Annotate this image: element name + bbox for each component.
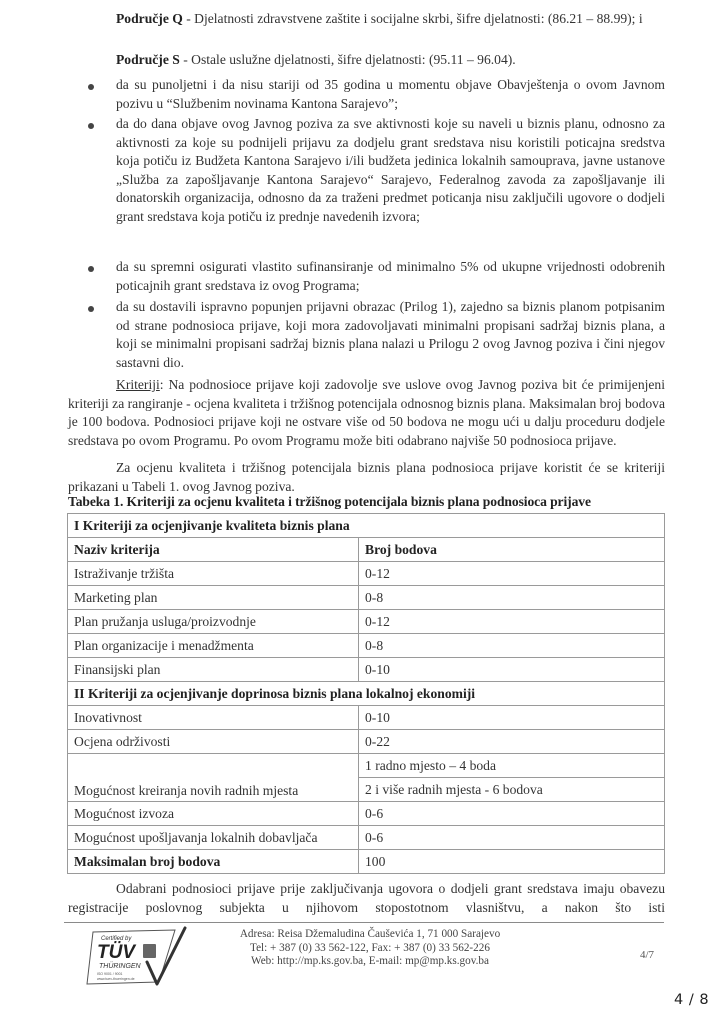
bullet-icon [88,266,94,272]
criterion-name: Ocjena održivosti [68,730,359,754]
criterion-points: 0-6 [359,802,665,826]
viewer-page-indicator: 4 / 8 [674,992,710,1008]
total-label: Maksimalan broj bodova [68,850,359,874]
table-section-row [68,514,665,538]
table-row [68,730,665,754]
total-value: 100 [359,850,665,874]
table-row [68,634,665,658]
criteria-table [67,513,665,874]
criterion-points: 0-22 [359,730,665,754]
bullet-item-3: da su spremni osigurati vlastito sufinansiranje od minimalno 5% od ukupne vrijednosti odobrenih poticajnih grant sredstava iz ovog Programa; [116,259,665,293]
table-row [68,826,665,850]
closing-paragraph: Odabrani podnosioci prijave prije zaključivanja ugovora o dodjeli grant sredstava imaju obavezu registracije poslovnog subjekta u njihovom stopostotnom vlasništvu, a nakon što isti [68,881,665,915]
criterion-name: Mogućnost upošljavanja lokalnih dobavljača [68,826,359,850]
jobs-criterion-name: Mogućnost kreiranja novih radnih mjesta [68,754,359,802]
criterion-points: 0-6 [359,826,665,850]
area-q-text: - Djelatnosti zdravstvene zaštite i socijalne skrbi, šifre djelatnosti: (86.21 – 88.99); i [182,11,643,26]
bullet-item-4: da su dostavili ispravno popunjen prijavni obrazac (Prilog 1), zajedno sa biznis planom potpisanim od strane podnosioca prijave, koji mora zadovoljavati minimalni propisani sadržaj biznis plana, a koji se minimalni propisani sadržaj biznis plana nalazi u Prilogu 2 ovog Javnog poziva i čini njegov sastavni dio. [116,299,665,370]
tuv-logo-icon [85,926,225,988]
section-2-title: II Kriteriji za ocjenjivanje doprinosa biznis plana lokalnoj ekonomiji [68,682,665,706]
tuv-certification-logo [85,926,225,988]
table-row [68,802,665,826]
table-row [68,706,665,730]
table-row [68,586,665,610]
logo-small-line-1: ISO 9001 / 9001 [97,972,123,976]
logo-small-line-2: www.tuev-thueringen.de [97,977,135,981]
area-q-label: Područje Q [116,11,183,26]
criterion-name: Mogućnost izvoza [68,802,359,826]
header-criterion-name: Naziv kriterija [68,538,359,562]
table-total-row [68,850,665,874]
area-q-paragraph [116,10,665,29]
table-caption: Tabeka 1. Kriteriji za ocjenu kvaliteta i tržišnog potencijala biznis plana podnosioca prijave [68,494,591,509]
bullet-icon [88,306,94,312]
jobs-option-2: 2 i više radnih mjesta - 6 bodova [359,778,665,802]
criterion-name: Plan organizacije i menadžmenta [68,634,359,658]
table-section-row [68,682,665,706]
criteria-label: Kriteriji [116,377,160,392]
section-1-title: I Kriteriji za ocjenjivanje kvaliteta biznis plana [68,514,665,538]
certified-by-text: Certified by [101,936,132,942]
criteria-paragraph [68,376,665,450]
criteria-text: : Na podnosioce prijave koji zadovolje sve uslove ovog Javnog poziva bit će primijenjeni kriteriji za rangiranje - ocjena kvaliteta i tržišnog potencijala odnosnog biznis plana. Maksimalan broj bodova je 100 bodova. Podnosioci prijave koji ne ostvare više od 50 bodova ne mogu ući u dalju proceduru dodjele sredstava po ovom Programu. Po ovom Programu može biti odabrano najviše 50 podnosioca prijave. [68,377,665,448]
bullet-icon [88,84,94,90]
jobs-option-1: 1 radno mjesto – 4 boda [359,754,665,778]
criterion-points: 0-12 [359,562,665,586]
table-row [68,562,665,586]
footer-address: Adresa: Reisa Džemaludina Čauševića 1, 71 000 Sarajevo [239,928,501,940]
table-row [68,754,665,778]
table-row [68,658,665,682]
document-page-number: 4/7 [640,949,655,961]
criterion-points: 0-8 [359,634,665,658]
table-row [68,610,665,634]
footer-divider [64,922,664,923]
criterion-points: 0-10 [359,706,665,730]
bullet-item-1: da su punoljetni i da nisu stariji od 35 godina u momentu objave Obavještenja o ovom Javnom pozivu u “Službenim novinama Kantona Sarajevo”; [116,77,665,111]
criterion-name: Istraživanje tržišta [68,562,359,586]
area-s-text: - Ostale uslužne djelatnosti, šifre djelatnosti: (95.11 – 96.04). [179,52,516,67]
area-s-paragraph [116,51,665,70]
header-points: Broj bodova [359,538,665,562]
bullet-item-2: da do dana objave ovog Javnog poziva za sve aktivnosti koje su naveli u biznis planu, odnosno za aktivnosti za koje su podnijeli prijavu za dodjelu grant sredstava nisu koristili poticajna sredstva koja potiču iz Budžeta Kantona Sarajevo i/ili budžeta jedinica lokalnih samouprava, javne ustanove „Služba za zapošljavanje Kantona Sarajevo“ Sarajevo, Federalnog zavoda za zapošljavanje ili donatorskih organizacija, odnosno da za traženi predmet poticanja nisu zaključili ugovore o dodjeli grant sredstava koja potiču iz prednje navedenih izvora; [116,116,665,224]
criterion-name: Marketing plan [68,586,359,610]
footer-web: Web: http://mp.ks.gov.ba, E-mail: mp@mp.ks.gov.ba [251,955,489,968]
criterion-points: 0-8 [359,586,665,610]
footer-phone: Tel: + 387 (0) 33 562-122, Fax: + 387 (0) 33 562-226 [250,941,490,954]
criterion-name: Plan pružanja usluga/proizvodnje [68,610,359,634]
footer-contact [220,928,520,969]
criterion-name: Finansijski plan [68,658,359,682]
evaluation-paragraph: Za ocjenu kvaliteta i tržišnog potencijala biznis plana podnosioca prijave koristit će se kriteriji prikazani u Tabeli 1. ovog Javnog poziva. [68,460,665,494]
region-text: THÜRINGEN [99,963,141,970]
area-s-label: Područje S [116,52,180,67]
table-header-row [68,538,665,562]
criterion-name: Inovativnost [68,706,359,730]
criterion-points: 0-10 [359,658,665,682]
bullet-icon [88,123,94,129]
brand-text: TÜV [97,942,135,963]
criterion-points: 0-12 [359,610,665,634]
